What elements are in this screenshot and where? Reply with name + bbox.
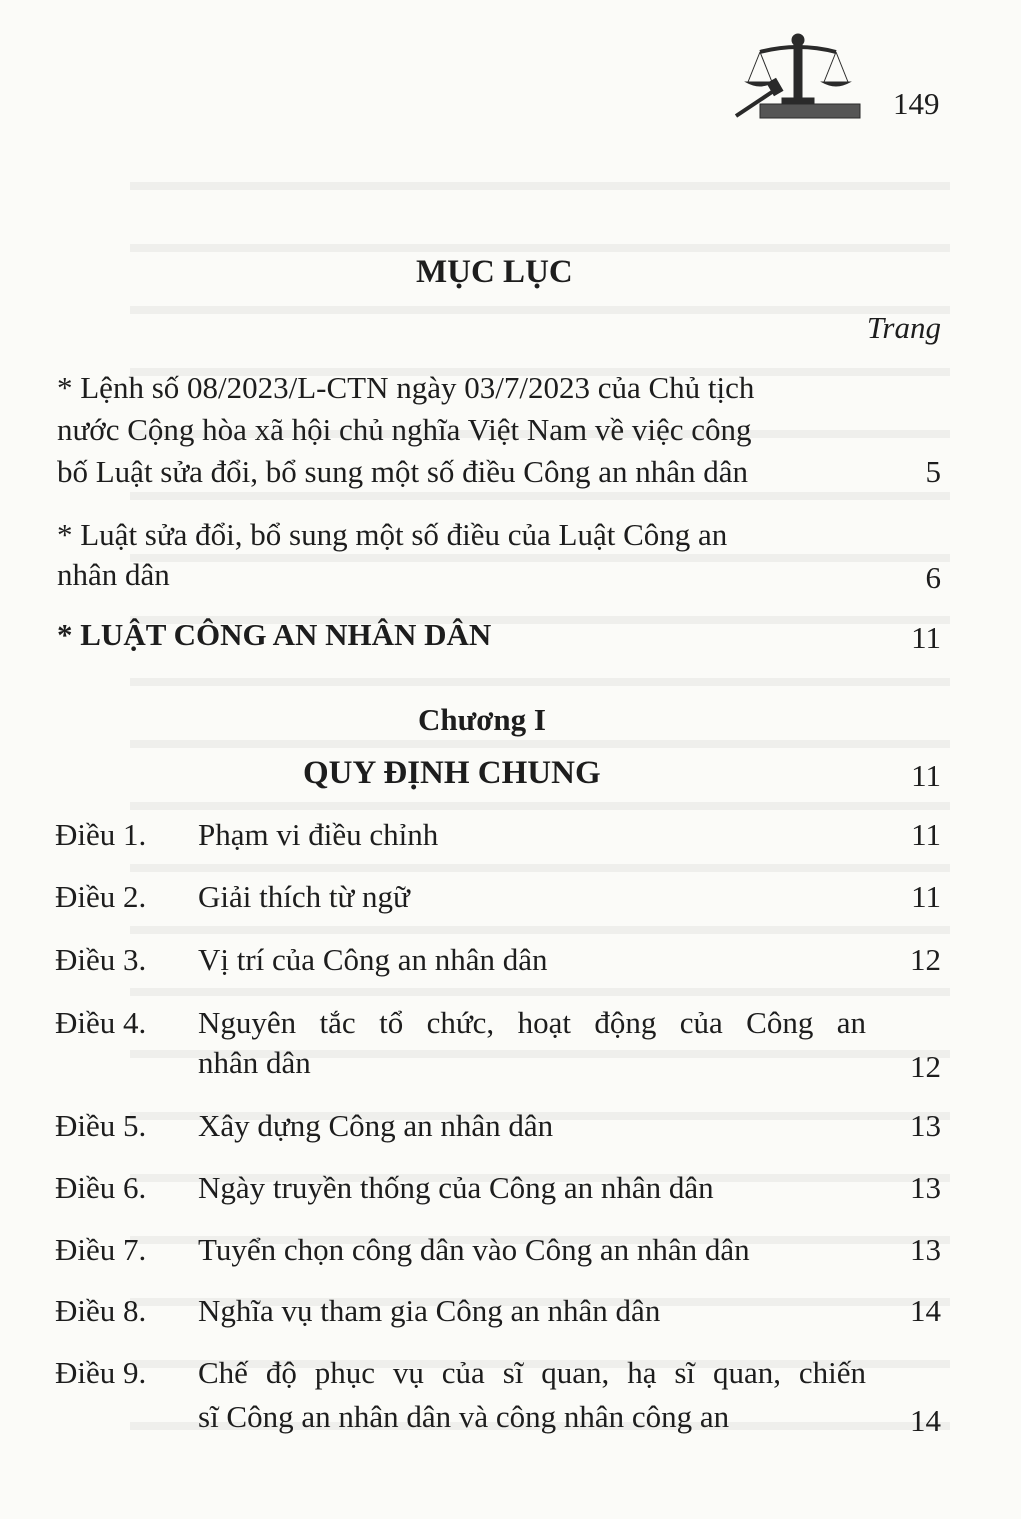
article-title-line: Ngày truyền thống của Công an nhân dân	[198, 1170, 714, 1205]
entry-page: 5	[925, 454, 941, 489]
article-page: 13	[910, 1108, 941, 1143]
entry-line: bố Luật sửa đổi, bổ sung một số điều Công an nhân dân	[57, 454, 748, 489]
article-title-line: Phạm vi điều chỉnh	[198, 817, 439, 852]
article-page: 14	[910, 1293, 941, 1328]
article-number: Điều 7.	[55, 1232, 147, 1267]
article-number: Điều 9.	[55, 1355, 147, 1390]
article-page: 12	[910, 1049, 941, 1084]
article-number: Điều 3.	[55, 942, 147, 977]
article-title-line: Xây dựng Công an nhân dân	[198, 1108, 554, 1143]
entry-line: * Luật sửa đổi, bổ sung một số điều của Luật Công an	[57, 517, 728, 552]
article-number: Điều 1.	[55, 817, 147, 852]
article-page: 13	[910, 1232, 941, 1267]
chapter-label: Chương I	[418, 702, 546, 737]
article-number: Điều 6.	[55, 1170, 147, 1205]
article-title-line: Giải thích từ ngữ	[198, 879, 410, 914]
article-page: 13	[910, 1170, 941, 1205]
article-title-line: Nguyên tắc tổ chức, hoạt động của Công an	[198, 1005, 866, 1040]
entry-line: * LUẬT CÔNG AN NHÂN DÂN	[57, 617, 492, 652]
article-number: Điều 8.	[55, 1293, 147, 1328]
toc-title: MỤC LỤC	[416, 254, 573, 290]
page-number: 149	[893, 86, 940, 121]
article-title-line: Chế độ phục vụ của sĩ quan, hạ sĩ quan, chiến	[198, 1355, 866, 1390]
article-title-line: Vị trí của Công an nhân dân	[198, 942, 548, 977]
article-title-line: sĩ Công an nhân dân và công nhân công an	[198, 1399, 730, 1434]
chapter-page: 11	[911, 758, 941, 793]
entry-page: 11	[911, 620, 941, 655]
entry-line: nhân dân	[57, 557, 170, 592]
article-number: Điều 5.	[55, 1108, 147, 1143]
page-column-label: Trang	[866, 310, 941, 345]
article-number: Điều 2.	[55, 879, 147, 914]
article-page: 12	[910, 942, 941, 977]
article-page: 14	[910, 1403, 941, 1438]
article-page: 11	[911, 817, 941, 852]
article-number: Điều 4.	[55, 1005, 147, 1040]
article-title-line: Nghĩa vụ tham gia Công an nhân dân	[198, 1293, 661, 1328]
entry-line: nước Cộng hòa xã hội chủ nghĩa Việt Nam về việc công	[57, 412, 752, 447]
article-title-line: Tuyển chọn công dân vào Công an nhân dân	[198, 1232, 750, 1267]
chapter-title: QUY ĐỊNH CHUNG	[303, 755, 601, 791]
article-page: 11	[911, 879, 941, 914]
scales-of-justice-logo	[730, 30, 870, 120]
entry-page: 6	[925, 560, 941, 595]
article-title-line: nhân dân	[198, 1045, 311, 1080]
entry-line: * Lệnh số 08/2023/L-CTN ngày 03/7/2023 của Chủ tịch	[57, 370, 755, 405]
